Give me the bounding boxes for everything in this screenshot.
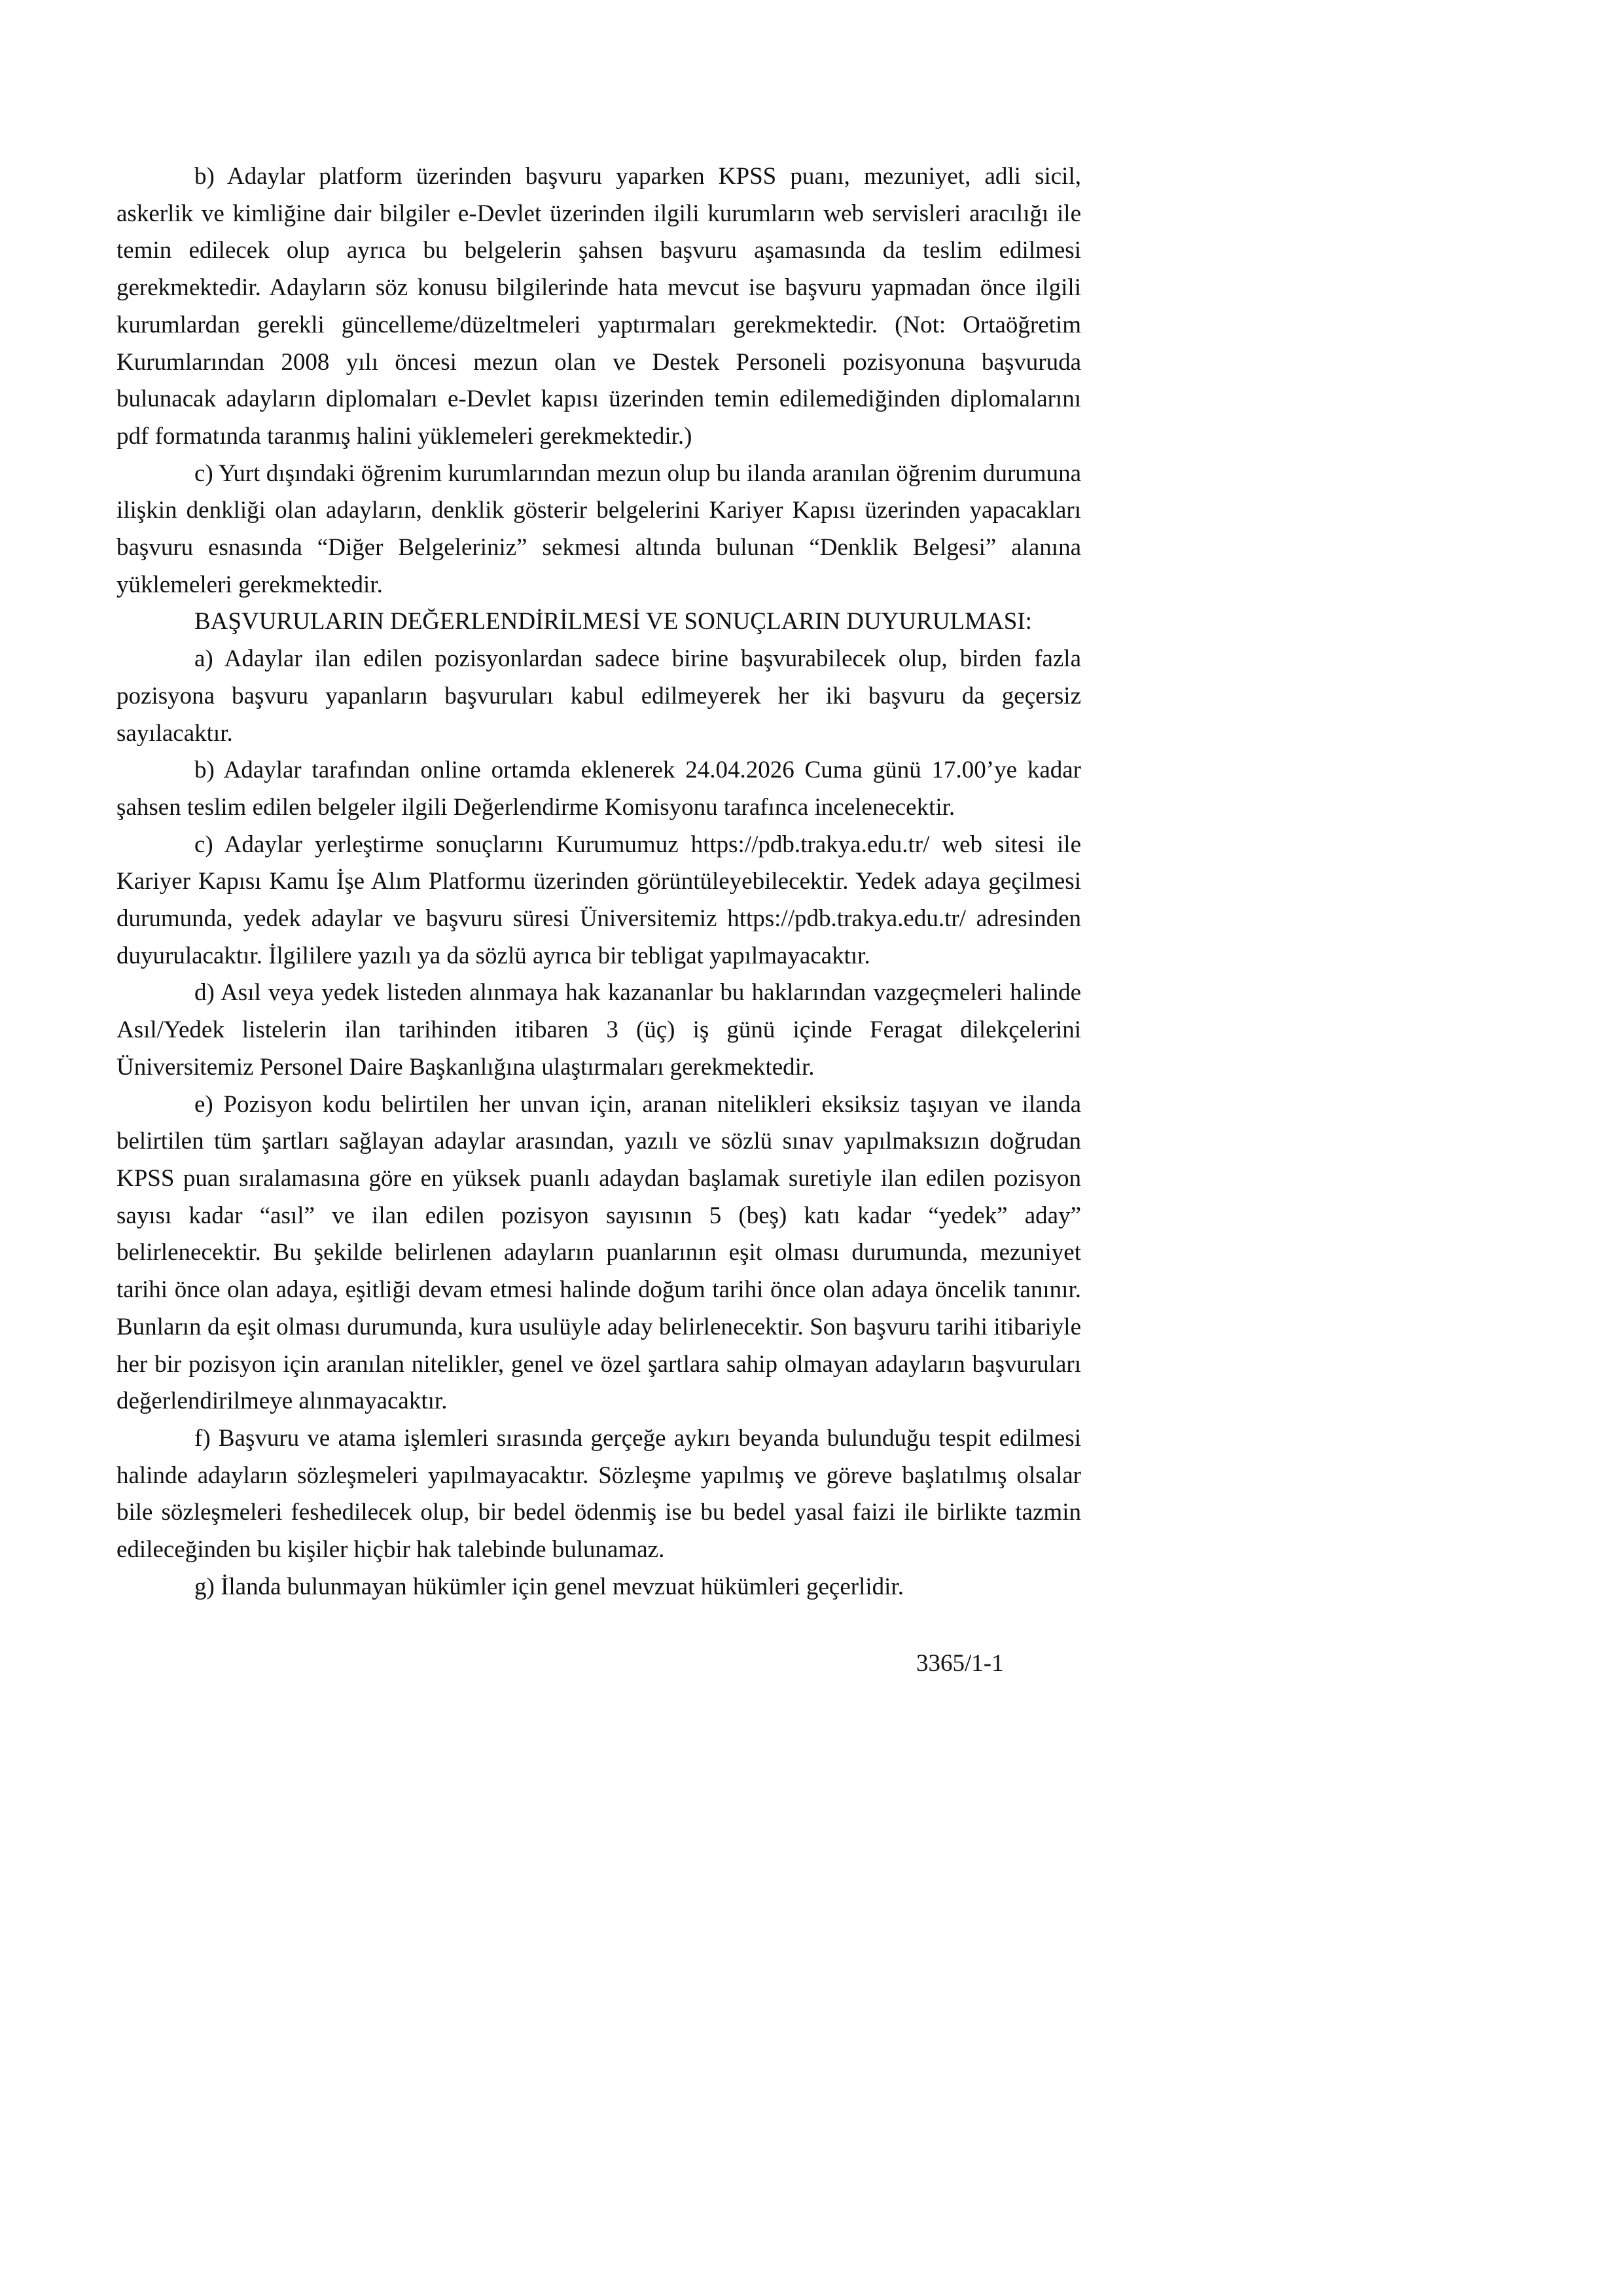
paragraph-evaluation-a: a) Adaylar ilan edilen pozisyonlardan sadece birine başvurabilecek olup, birden fazla pozisyona başvuru yapanların başvuruları kabul edilmeyerek her iki başvuru da geçersiz sayılacaktır.	[116, 645, 1081, 747]
document-body	[116, 158, 1081, 1605]
paragraph-evaluation-b: b) Adaylar tarafından online ortamda eklenerek 24.04.2026 Cuma günü 17.00’ye kadar şahsen teslim edilen belgeler ilgili Değerlendirme Komisyonu tarafınca incelenecektir.	[116, 757, 1081, 821]
paragraph-application-b: b) Adaylar platform üzerinden başvuru yaparken KPSS puanı, mezuniyet, adli sicil, askerlik ve kimliğine dair bilgiler e-Devlet üzerinden ilgili kurumların web servisleri aracılığı ile temin edilecek olup ayrıca bu belgelerin şahsen başvuru aşamasında da teslim edilmesi gerekmektedir. Adayların söz konusu bilgilerinde hata mevcut ise başvuru yapmadan önce ilgili kurumlardan gerekli güncelleme/düzeltmeleri yaptırmaları gerekmektedir. (Not: Ortaöğretim Kurumlarından 2008 yılı öncesi mezun olan ve Destek Personeli pozisyonuna başvuruda bulunacak adayların diplomaları e-Devlet kapısı üzerinden temin edilemediğinden diplomalarını pdf formatında taranmış halini yüklemeleri gerekmektedir.)	[116, 163, 1081, 450]
paragraph-application-c: c) Yurt dışındaki öğrenim kurumlarından mezun olup bu ilanda aranılan öğrenim durumuna ilişkin denkliği olan adayların, denklik gösterir belgelerini Kariyer Kapısı üzerinden yapacakları başvuru esnasında “Diğer Belgeleriniz” sekmesi altında bulunan “Denklik Belgesi” alanına yüklemeleri gerekmektedir.	[116, 459, 1081, 598]
paragraph-evaluation-d: d) Asıl veya yedek listeden alınmaya hak kazananlar bu haklarından vazgeçmeleri halinde Asıl/Yedek listelerin ilan tarihinden itibaren 3 (üç) iş günü içinde Feragat dilekçelerini Üniversitemiz Personel Daire Başkanlığına ulaştırmaları gerekmektedir.	[116, 979, 1081, 1081]
page-number: 3365/1-1	[916, 1650, 1004, 1677]
section-heading-evaluation: BAŞVURULARIN DEĞERLENDİRİLMESİ VE SONUÇLARIN DUYURULMASI:	[194, 608, 1032, 636]
paragraph-evaluation-e: e) Pozisyon kodu belirtilen her unvan için, aranan nitelikleri eksiksiz taşıyan ve ilanda belirtilen tüm şartları sağlayan adaylar arasından, yazılı ve sözlü sınav yapılmaksızın doğrudan KPSS puan sıralamasına göre en yüksek puanlı adaydan başlamak suretiyle ilan edilen pozisyon sayısı kadar “asıl” ve ilan edilen pozisyon sayısının 5 (beş) katı kadar “yedek” aday” belirlenecektir. Bu şekilde belirlenen adayların puanlarının eşit olması durumunda, mezuniyet tarihi önce olan adaya, eşitliği devam etmesi halinde doğum tarihi önce olan adaya öncelik tanınır. Bunların da eşit olması durumunda, kura usulüyle aday belirlenecektir. Son başvuru tarihi itibariyle her bir pozisyon için aranılan nitelikler, genel ve özel şartlara sahip olmayan adayların başvuruları değerlendirilmeye alınmayacaktır.	[116, 1090, 1081, 1415]
paragraph-evaluation-f: f) Başvuru ve atama işlemleri sırasında gerçeğe aykırı beyanda bulunduğu tespit edilmesi halinde adayların sözleşmeleri yapılmayacaktır. Sözleşme yapılmış ve göreve başlatılmış olsalar bile sözleşmeleri feshedilecek olup, bir bedel ödenmiş ise bu bedel yasal faizi ile birlikte tazmin edileceğinden bu kişiler hiçbir hak talebinde bulunamaz.	[116, 1424, 1081, 1564]
paragraph-evaluation-c: c) Adaylar yerleştirme sonuçlarını Kurumumuz https://pdb.trakya.edu.tr/ web sitesi ile Kariyer Kapısı Kamu İşe Alım Platformu üzerinden görüntüleyebilecektir. Yedek adaya geçilmesi durumunda, yedek adaylar ve başvuru süresi Üniversitemiz https://pdb.trakya.edu.tr/ adresinden duyurulacaktır. İlgililere yazılı ya da sözlü ayrıca bir tebligat yapılmayacaktır.	[116, 831, 1081, 969]
paragraph-evaluation-g: g) İlanda bulunmayan hükümler için genel mevzuat hükümleri geçerlidir.	[194, 1573, 904, 1600]
